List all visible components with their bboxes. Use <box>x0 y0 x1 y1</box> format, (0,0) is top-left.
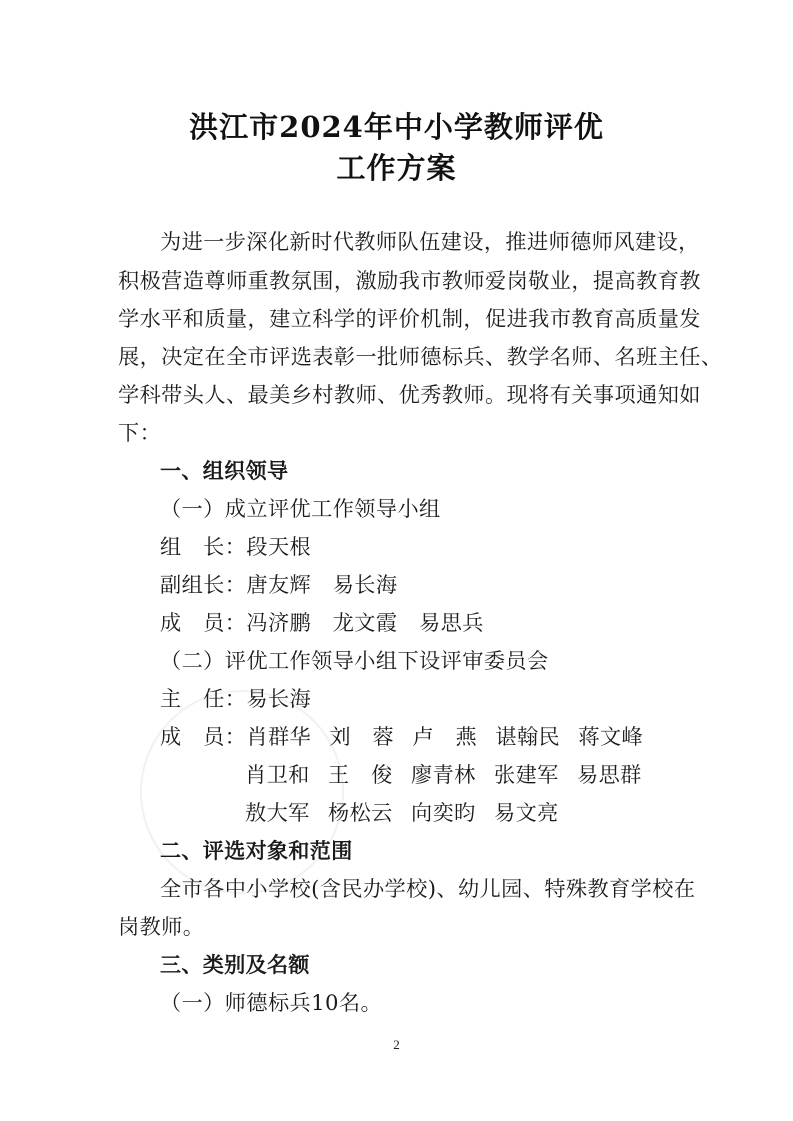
director-label: 主 任： <box>160 686 247 711</box>
page-number: 2 <box>393 1037 400 1052</box>
director-names: 易长海 <box>246 686 312 711</box>
deputy-label: 副组长： <box>160 572 247 597</box>
deputy-row <box>160 569 397 599</box>
document-title-line1: 洪江市2024年中小学教师评优 <box>189 110 604 144</box>
committee-member: 蒋文峰 <box>578 724 644 749</box>
section1-heading: 一、组织领导 <box>160 459 289 483</box>
intro-line-2: 积极营造尊师重教氛围，激励我市教师爱岗敬业，提高教育教 <box>118 268 701 293</box>
section1-sub2: （二）评优工作领导小组下设评审委员会 <box>160 648 549 673</box>
section2-line-2: 岗教师。 <box>118 914 205 939</box>
committee-member: 肖群华 <box>246 724 312 749</box>
committee-member: 谌翰民 <box>495 724 561 749</box>
section2-heading: 二、评选对象和范围 <box>160 839 353 863</box>
document-title-line2: 工作方案 <box>336 151 457 185</box>
committee-names-1 <box>246 724 661 749</box>
committee-member: 易文亮 <box>494 800 559 825</box>
leader-row <box>160 531 311 561</box>
committee-member: 敖大军 <box>245 800 310 825</box>
committee-row-3 <box>245 797 577 827</box>
committee-label: 成 员： <box>160 724 247 749</box>
members-label: 成 员： <box>160 610 247 635</box>
committee-member: 廖青林 <box>411 762 476 787</box>
members-names: 冯济鹏 龙文霞 易思兵 <box>246 610 484 635</box>
committee-row-1 <box>160 721 661 751</box>
committee-row-2 <box>245 759 660 789</box>
section2-line-1: 全市各中小学校(含民办学校)、幼儿园、特殊教育学校在 <box>160 876 696 901</box>
committee-member: 易思群 <box>577 762 642 787</box>
section1-sub1: （一）成立评优工作领导小组 <box>160 496 441 521</box>
committee-member: 王 俊 <box>328 762 393 787</box>
committee-member: 杨松云 <box>328 800 393 825</box>
intro-line-5: 学科带头人、最美乡村教师、优秀教师。现将有关事项通知如 <box>118 382 701 407</box>
intro-line-1: 为进一步深化新时代教师队伍建设，推进师德师风建设， <box>160 229 700 254</box>
section3-heading: 三、类别及名额 <box>160 953 310 977</box>
committee-member: 卢 燕 <box>412 724 478 749</box>
committee-member: 刘 蓉 <box>329 724 395 749</box>
committee-member: 张建军 <box>494 762 559 787</box>
leader-names: 段天根 <box>246 534 312 559</box>
deputy-names: 唐友辉 易长海 <box>246 572 398 597</box>
committee-member: 肖卫和 <box>245 762 310 787</box>
intro-line-6: 下： <box>118 420 162 445</box>
director-row <box>160 683 311 713</box>
members-row <box>160 607 484 637</box>
section3-sub1: （一）师德标兵10名。 <box>160 990 383 1015</box>
leader-label: 组 长： <box>160 534 247 559</box>
intro-line-3: 学水平和质量，建立科学的评价机制，促进我市教育高质量发 <box>118 306 701 331</box>
committee-member: 向奕昀 <box>411 800 476 825</box>
intro-line-4: 展，决定在全市评选表彰一批师德标兵、教学名师、名班主任、 <box>118 344 723 369</box>
